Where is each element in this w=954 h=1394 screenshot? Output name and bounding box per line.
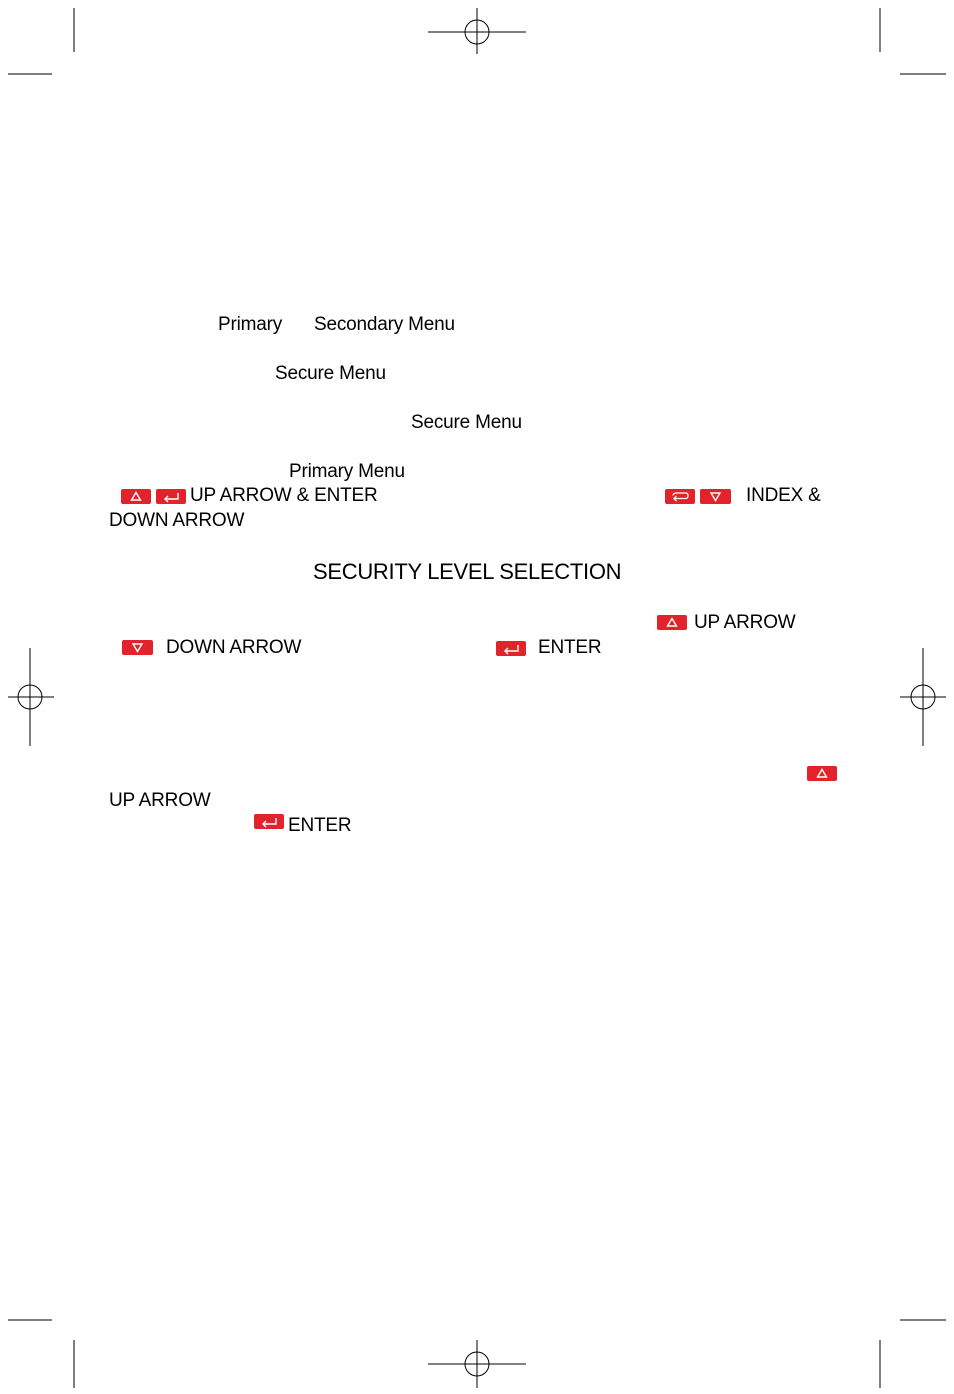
enter-key-icon bbox=[156, 489, 186, 504]
secondary-menu-label: Secondary Menu bbox=[314, 314, 455, 335]
registration-mark-icon bbox=[428, 8, 526, 54]
down-arrow-key-icon bbox=[122, 640, 153, 655]
enter-label: ENTER bbox=[288, 815, 352, 836]
primary-label: Primary bbox=[218, 314, 283, 335]
up-arrow-key-icon bbox=[807, 766, 837, 781]
enter-label: ENTER bbox=[538, 637, 602, 658]
index-key-icon bbox=[665, 489, 695, 504]
secure-menu-label: Secure Menu bbox=[275, 363, 386, 384]
section-heading: SECURITY LEVEL SELECTION bbox=[313, 559, 622, 584]
down-arrow-label: DOWN ARROW bbox=[109, 510, 245, 531]
down-arrow-key-icon bbox=[700, 489, 731, 504]
enter-key-icon bbox=[254, 814, 284, 829]
registration-mark-icon bbox=[8, 648, 54, 746]
up-arrow-label: UP ARROW bbox=[109, 790, 211, 811]
up-arrow-label: UP ARROW bbox=[694, 612, 796, 633]
registration-mark-icon bbox=[428, 1340, 526, 1388]
up-arrow-enter-label: UP ARROW & ENTER bbox=[190, 485, 378, 506]
down-arrow-label: DOWN ARROW bbox=[166, 637, 302, 658]
up-arrow-key-icon bbox=[121, 489, 151, 504]
enter-key-icon bbox=[496, 641, 526, 656]
index-and-label: INDEX & bbox=[746, 485, 821, 506]
primary-menu-label: Primary Menu bbox=[289, 461, 405, 482]
registration-mark-icon bbox=[900, 648, 946, 746]
secure-menu-label: Secure Menu bbox=[411, 412, 522, 433]
up-arrow-key-icon bbox=[657, 615, 687, 630]
